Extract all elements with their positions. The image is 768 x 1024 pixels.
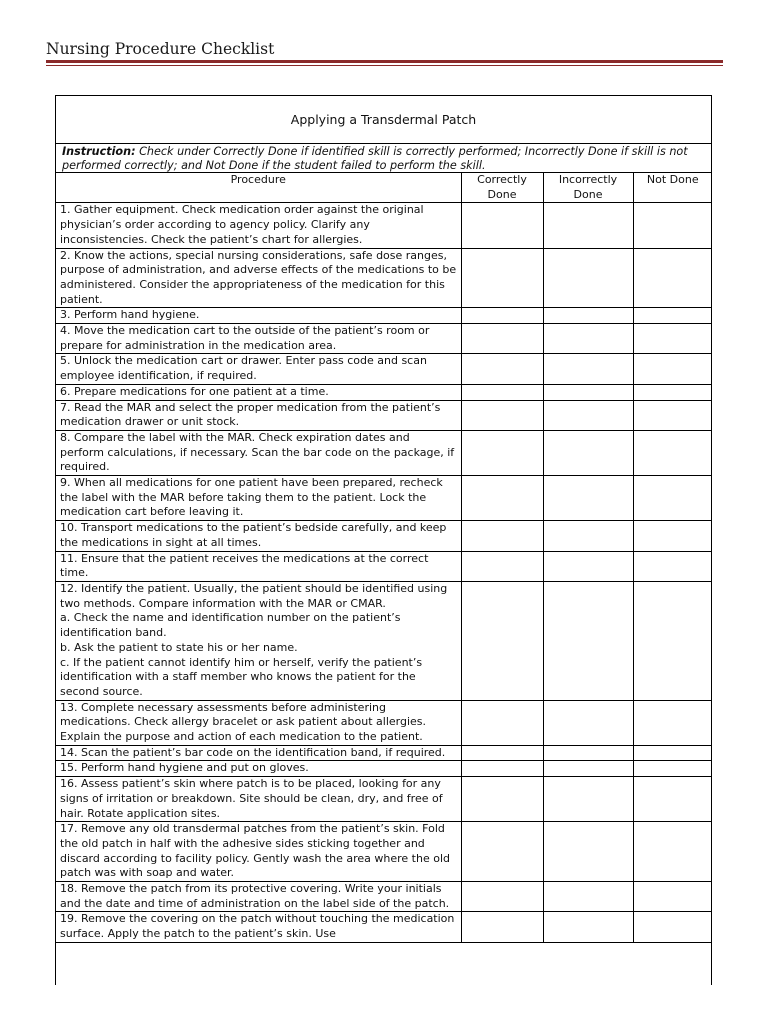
checklist-form bbox=[55, 95, 712, 985]
not-done-checkbox-cell[interactable] bbox=[633, 384, 712, 400]
incorrectly-done-checkbox-cell[interactable] bbox=[543, 400, 633, 430]
checklist-row bbox=[56, 308, 712, 324]
correctly-done-checkbox-cell[interactable] bbox=[461, 761, 543, 777]
incorrectly-done-checkbox-cell[interactable] bbox=[543, 777, 633, 822]
procedure-step: 5. Unlock the medication cart or drawer. Enter pass code and scan employee identification, if required. bbox=[56, 354, 461, 384]
checklist-row bbox=[56, 521, 712, 551]
correctly-done-checkbox-cell[interactable] bbox=[461, 521, 543, 551]
checklist-row bbox=[56, 248, 712, 308]
incorrectly-done-checkbox-cell[interactable] bbox=[543, 430, 633, 475]
not-done-checkbox-cell[interactable] bbox=[633, 700, 712, 745]
checklist-row bbox=[56, 581, 712, 700]
procedure-step: 9. When all medications for one patient have been prepared, recheck the label with the MAR before taking them to the patient. Lock the medication cart before leaving it. bbox=[56, 476, 461, 521]
procedure-step: 8. Compare the label with the MAR. Check expiration dates and perform calculations, if necessary. Scan the bar code on the package, if required. bbox=[56, 430, 461, 475]
incorrectly-done-checkbox-cell[interactable] bbox=[543, 581, 633, 700]
checklist-row bbox=[56, 745, 712, 761]
not-done-checkbox-cell[interactable] bbox=[633, 400, 712, 430]
checklist-row bbox=[56, 203, 712, 248]
incorrectly-done-checkbox-cell[interactable] bbox=[543, 521, 633, 551]
column-header-procedure: Procedure bbox=[56, 173, 461, 203]
incorrectly-done-checkbox-cell[interactable] bbox=[543, 354, 633, 384]
correctly-done-checkbox-cell[interactable] bbox=[461, 384, 543, 400]
instruction-label: Instruction: bbox=[62, 145, 136, 158]
checklist-row bbox=[56, 324, 712, 354]
checklist-row bbox=[56, 384, 712, 400]
incorrectly-done-checkbox-cell[interactable] bbox=[543, 248, 633, 308]
incorrectly-done-checkbox-cell[interactable] bbox=[543, 822, 633, 882]
checklist-row bbox=[56, 882, 712, 912]
procedure-step: 19. Remove the covering on the patch without touching the medication surface. Apply the patch to the patient’s skin. Use bbox=[56, 912, 461, 942]
correctly-done-checkbox-cell[interactable] bbox=[461, 476, 543, 521]
procedure-step: 15. Perform hand hygiene and put on gloves. bbox=[56, 761, 461, 777]
header-row bbox=[56, 173, 712, 203]
not-done-checkbox-cell[interactable] bbox=[633, 248, 712, 308]
incorrectly-done-checkbox-cell[interactable] bbox=[543, 476, 633, 521]
procedure-step: 18. Remove the patch from its protective covering. Write your initials and the date and time of administration on the label side of the patch. bbox=[56, 882, 461, 912]
correctly-done-checkbox-cell[interactable] bbox=[461, 777, 543, 822]
procedure-step: 14. Scan the patient’s bar code on the identification band, if required. bbox=[56, 745, 461, 761]
header-rule-thick bbox=[46, 60, 723, 63]
procedure-step: 11. Ensure that the patient receives the medications at the correct time. bbox=[56, 551, 461, 581]
procedure-step: 7. Read the MAR and select the proper medication from the patient’s medication drawer or unit stock. bbox=[56, 400, 461, 430]
incorrectly-done-checkbox-cell[interactable] bbox=[543, 551, 633, 581]
checklist-row bbox=[56, 822, 712, 882]
procedure-step: 10. Transport medications to the patient’s bedside carefully, and keep the medications in sight at all times. bbox=[56, 521, 461, 551]
procedure-step: 13. Complete necessary assessments before administering medications. Check allergy bracelet or ask patient about allergies. Explain the purpose and action of each medication to the patient. bbox=[56, 700, 461, 745]
checklist-row bbox=[56, 400, 712, 430]
correctly-done-checkbox-cell[interactable] bbox=[461, 430, 543, 475]
column-header-not-done: Not Done bbox=[633, 173, 712, 203]
procedure-step: 16. Assess patient’s skin where patch is to be placed, looking for any signs of irritation or breakdown. Site should be clean, dry, and free of hair. Rotate application sites. bbox=[56, 777, 461, 822]
not-done-checkbox-cell[interactable] bbox=[633, 912, 712, 942]
checklist-row bbox=[56, 777, 712, 822]
procedure-step: 6. Prepare medications for one patient at a time. bbox=[56, 384, 461, 400]
procedure-step: 12. Identify the patient. Usually, the patient should be identified using two methods. Compare information with the MAR or CMAR. a. Check the name and identification number on the patient’s identification band. b. Ask the patient to state his or her name. c. If the patient cannot identify him or herself, verify the patient’s identification with a staff member who knows the patient for the second source. bbox=[56, 581, 461, 700]
correctly-done-checkbox-cell[interactable] bbox=[461, 354, 543, 384]
incorrectly-done-checkbox-cell[interactable] bbox=[543, 308, 633, 324]
column-header-correctly-done: Correctly Done bbox=[461, 173, 543, 203]
header-rule-thin bbox=[46, 65, 723, 66]
not-done-checkbox-cell[interactable] bbox=[633, 822, 712, 882]
correctly-done-checkbox-cell[interactable] bbox=[461, 400, 543, 430]
incorrectly-done-checkbox-cell[interactable] bbox=[543, 203, 633, 248]
not-done-checkbox-cell[interactable] bbox=[633, 581, 712, 700]
incorrectly-done-checkbox-cell[interactable] bbox=[543, 324, 633, 354]
not-done-checkbox-cell[interactable] bbox=[633, 745, 712, 761]
correctly-done-checkbox-cell[interactable] bbox=[461, 700, 543, 745]
incorrectly-done-checkbox-cell[interactable] bbox=[543, 882, 633, 912]
correctly-done-checkbox-cell[interactable] bbox=[461, 203, 543, 248]
incorrectly-done-checkbox-cell[interactable] bbox=[543, 912, 633, 942]
not-done-checkbox-cell[interactable] bbox=[633, 761, 712, 777]
correctly-done-checkbox-cell[interactable] bbox=[461, 581, 543, 700]
procedure-step: 3. Perform hand hygiene. bbox=[56, 308, 461, 324]
not-done-checkbox-cell[interactable] bbox=[633, 324, 712, 354]
incorrectly-done-checkbox-cell[interactable] bbox=[543, 384, 633, 400]
correctly-done-checkbox-cell[interactable] bbox=[461, 912, 543, 942]
correctly-done-checkbox-cell[interactable] bbox=[461, 745, 543, 761]
incorrectly-done-checkbox-cell[interactable] bbox=[543, 761, 633, 777]
incorrectly-done-checkbox-cell[interactable] bbox=[543, 745, 633, 761]
procedure-step: 1. Gather equipment. Check medication order against the original physician’s order according to agency policy. Clarify any inconsistencies. Check the patient’s chart for allergies. bbox=[56, 203, 461, 248]
checklist-row bbox=[56, 551, 712, 581]
procedure-step: 17. Remove any old transdermal patches from the patient’s skin. Fold the old patch in half with the adhesive sides sticking together and discard according to facility policy. Gently wash the area where the old patch was with soap and water. bbox=[56, 822, 461, 882]
checklist-table bbox=[56, 173, 712, 943]
checklist-row bbox=[56, 476, 712, 521]
not-done-checkbox-cell[interactable] bbox=[633, 551, 712, 581]
not-done-checkbox-cell[interactable] bbox=[633, 777, 712, 822]
not-done-checkbox-cell[interactable] bbox=[633, 203, 712, 248]
procedure-step: 2. Know the actions, special nursing considerations, safe dose ranges, purpose of administration, and adverse effects of the medications to be administered. Consider the appropriateness of the medication for this patient. bbox=[56, 248, 461, 308]
not-done-checkbox-cell[interactable] bbox=[633, 476, 712, 521]
correctly-done-checkbox-cell[interactable] bbox=[461, 324, 543, 354]
instruction-body: Check under Correctly Done if identified skill is correctly performed; Incorrectly Done if skill is not performed correctly; and Not Done if the student failed to perform the skill. bbox=[62, 145, 688, 172]
not-done-checkbox-cell[interactable] bbox=[633, 308, 712, 324]
checklist-row bbox=[56, 912, 712, 942]
correctly-done-checkbox-cell[interactable] bbox=[461, 822, 543, 882]
not-done-checkbox-cell[interactable] bbox=[633, 430, 712, 475]
procedure-step: 4. Move the medication cart to the outside of the patient’s room or prepare for administration in the medication area. bbox=[56, 324, 461, 354]
document-header bbox=[46, 40, 723, 58]
document-title: Nursing Procedure Checklist bbox=[46, 40, 275, 58]
column-header-incorrectly-done: Incorrectly Done bbox=[543, 173, 633, 203]
checklist-row bbox=[56, 354, 712, 384]
checklist-row bbox=[56, 700, 712, 745]
not-done-checkbox-cell[interactable] bbox=[633, 354, 712, 384]
checklist-row bbox=[56, 761, 712, 777]
correctly-done-checkbox-cell[interactable] bbox=[461, 882, 543, 912]
instruction-text bbox=[56, 144, 711, 173]
form-title: Applying a Transdermal Patch bbox=[56, 96, 711, 144]
not-done-checkbox-cell[interactable] bbox=[633, 882, 712, 912]
correctly-done-checkbox-cell[interactable] bbox=[461, 308, 543, 324]
correctly-done-checkbox-cell[interactable] bbox=[461, 551, 543, 581]
not-done-checkbox-cell[interactable] bbox=[633, 521, 712, 551]
incorrectly-done-checkbox-cell[interactable] bbox=[543, 700, 633, 745]
checklist-row bbox=[56, 430, 712, 475]
correctly-done-checkbox-cell[interactable] bbox=[461, 248, 543, 308]
